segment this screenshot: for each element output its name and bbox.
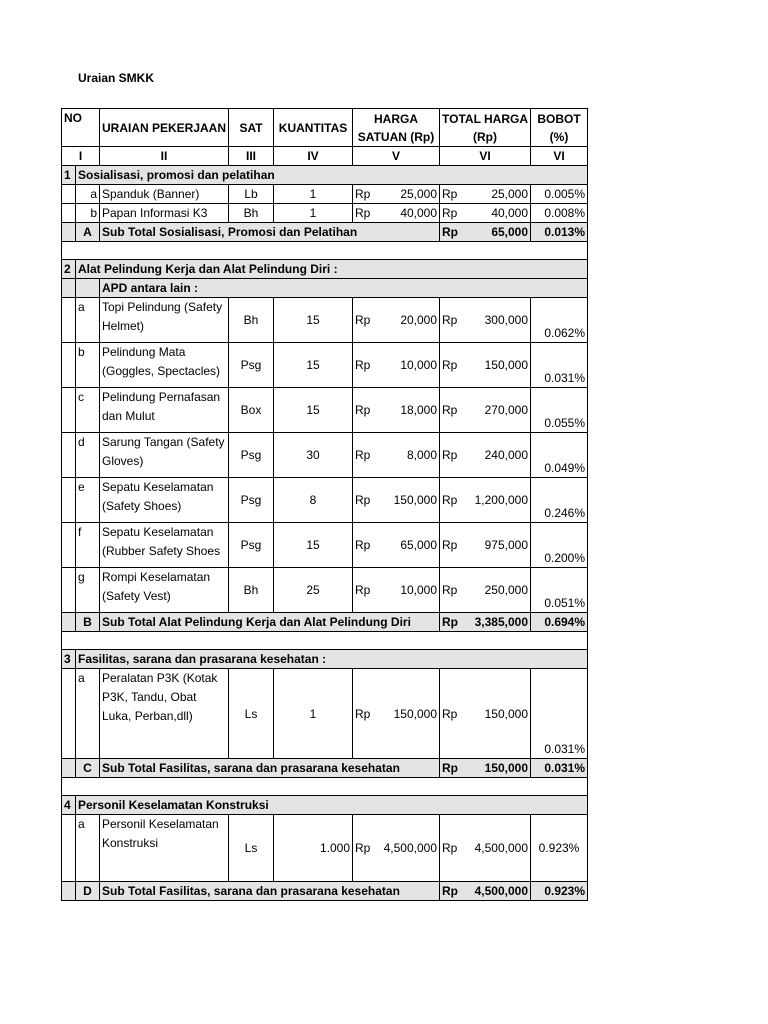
spacer-row	[62, 242, 588, 260]
item-unit-price: Rp 150,000	[353, 478, 440, 523]
item-letter: b	[76, 343, 100, 388]
table-row	[62, 185, 588, 204]
item-letter: b	[76, 204, 100, 223]
item-unit-price: Rp 10,000	[353, 343, 440, 388]
section-subtitle: APD antara lain :	[100, 279, 588, 298]
subtotal-total: Rp 4,500,000	[440, 882, 531, 901]
item-quantity: 15	[274, 388, 353, 433]
item-unit-price: Rp 20,000	[353, 298, 440, 343]
document-title: Uraian SMKK	[78, 71, 155, 85]
item-unit: Ls	[229, 815, 274, 882]
item-description: Pelindung Mata (Goggles, Spectacles)	[100, 343, 229, 388]
table-row	[62, 433, 588, 478]
section-title: Personil Keselamatan Konstruksi	[76, 796, 588, 815]
item-unit-price: Rp 8,000	[353, 433, 440, 478]
item-bobot: 0.049%	[531, 433, 588, 478]
item-unit-price: Rp 150,000	[353, 669, 440, 759]
item-quantity: 1	[274, 185, 353, 204]
section-subheader-row	[62, 279, 588, 298]
item-total-price: Rp 150,000	[440, 669, 531, 759]
header-sat: SAT	[229, 109, 274, 147]
item-unit-price: Rp 40,000	[353, 204, 440, 223]
table-row	[62, 343, 588, 388]
item-quantity: 1	[274, 204, 353, 223]
item-bobot: 0.062%	[531, 298, 588, 343]
item-unit-price: Rp 18,000	[353, 388, 440, 433]
item-bobot: 0.008%	[531, 204, 588, 223]
item-unit-price: Rp 65,000	[353, 523, 440, 568]
item-letter: a	[76, 815, 100, 882]
item-bobot: 0.031%	[531, 343, 588, 388]
item-unit: Ls	[229, 669, 274, 759]
item-description: Peralatan P3K (Kotak P3K, Tandu, Obat Luka, Perban,dll)	[100, 669, 229, 759]
item-letter: a	[76, 298, 100, 343]
section-number: 2	[62, 260, 76, 279]
item-description: Sarung Tangan (Safety Gloves)	[100, 433, 229, 478]
table-row	[62, 388, 588, 433]
subtotal-bobot: 0.923%	[531, 882, 588, 901]
roman-cell: VI	[440, 147, 531, 166]
section-number: 3	[62, 650, 76, 669]
subtotal-label: Sub Total Sosialisasi, Promosi dan Pelatihan	[100, 223, 440, 242]
item-unit-price: Rp 25,000	[353, 185, 440, 204]
subtotal-total: Rp 150,000	[440, 759, 531, 778]
item-bobot: 0.005%	[531, 185, 588, 204]
subtotal-bobot: 0.013%	[531, 223, 588, 242]
table-row	[62, 204, 588, 223]
table-row	[62, 523, 588, 568]
item-description: Spanduk (Banner)	[100, 185, 229, 204]
header-bobot: BOBOT (%)	[531, 109, 588, 147]
roman-cell: II	[100, 147, 229, 166]
header-row	[62, 109, 588, 147]
subtotal-total: Rp 3,385,000	[440, 613, 531, 632]
item-unit: Bh	[229, 298, 274, 343]
header-uraian: URAIAN PEKERJAAN	[100, 109, 229, 147]
section-title: Fasilitas, sarana dan prasarana kesehatan :	[76, 650, 588, 669]
roman-cell: I	[62, 147, 100, 166]
spacer-row	[62, 778, 588, 796]
roman-cell: IV	[274, 147, 353, 166]
subtotal-bobot: 0.031%	[531, 759, 588, 778]
item-description: Sepatu Keselamatan (Safety Shoes)	[100, 478, 229, 523]
item-unit: Lb	[229, 185, 274, 204]
section-header-row	[62, 260, 588, 279]
item-total-price: Rp 250,000	[440, 568, 531, 613]
item-unit-price: Rp 10,000	[353, 568, 440, 613]
subtotal-row	[62, 759, 588, 778]
subtotal-code: C	[76, 759, 100, 778]
item-quantity: 30	[274, 433, 353, 478]
header-no: NO	[62, 109, 100, 147]
item-total-price: Rp 975,000	[440, 523, 531, 568]
item-unit-price: Rp 4,500,000	[353, 815, 440, 882]
item-unit: Bh	[229, 204, 274, 223]
header-kuantitas: KUANTITAS	[274, 109, 353, 147]
item-letter: f	[76, 523, 100, 568]
subtotal-row	[62, 882, 588, 901]
subtotal-label: Sub Total Alat Pelindung Kerja dan Alat Pelindung Diri	[100, 613, 440, 632]
roman-row	[62, 147, 588, 166]
subtotal-code: D	[76, 882, 100, 901]
item-description: Pelindung Pernafasan dan Mulut	[100, 388, 229, 433]
item-description: Sepatu Keselamatan (Rubber Safety Shoes	[100, 523, 229, 568]
item-total-price: Rp 25,000	[440, 185, 531, 204]
subtotal-label: Sub Total Fasilitas, sarana dan prasarana kesehatan	[100, 759, 440, 778]
section-header-row	[62, 796, 588, 815]
item-total-price: Rp 1,200,000	[440, 478, 531, 523]
item-bobot: 0.055%	[531, 388, 588, 433]
item-unit: Psg	[229, 343, 274, 388]
item-letter: a	[76, 185, 100, 204]
subtotal-code: B	[76, 613, 100, 632]
item-total-price: Rp 300,000	[440, 298, 531, 343]
roman-cell: V	[353, 147, 440, 166]
item-bobot: 0.051%	[531, 568, 588, 613]
item-quantity: 1	[274, 669, 353, 759]
item-unit: Psg	[229, 433, 274, 478]
item-letter: g	[76, 568, 100, 613]
item-letter: a	[76, 669, 100, 759]
item-description: Rompi Keselamatan (Safety Vest)	[100, 568, 229, 613]
item-bobot: 0.923%	[531, 815, 588, 882]
item-quantity: 15	[274, 298, 353, 343]
header-total-harga: TOTAL HARGA (Rp)	[440, 109, 531, 147]
section-number: 4	[62, 796, 76, 815]
subtotal-label: Sub Total Fasilitas, sarana dan prasarana kesehatan	[100, 882, 440, 901]
section-header-row	[62, 650, 588, 669]
header-harga-satuan: HARGA SATUAN (Rp)	[353, 109, 440, 147]
table-row	[62, 298, 588, 343]
section-title: Sosialisasi, promosi dan pelatihan	[76, 166, 588, 185]
item-total-price: Rp 4,500,000	[440, 815, 531, 882]
item-bobot: 0.246%	[531, 478, 588, 523]
section-header-row	[62, 166, 588, 185]
item-letter: c	[76, 388, 100, 433]
item-letter: e	[76, 478, 100, 523]
section-number: 1	[62, 166, 76, 185]
item-unit: Bh	[229, 568, 274, 613]
item-description: Papan Informasi K3	[100, 204, 229, 223]
item-quantity: 1.000	[274, 815, 353, 882]
subtotal-code: A	[76, 223, 100, 242]
table-row	[62, 568, 588, 613]
spacer-row	[62, 632, 588, 650]
item-bobot: 0.031%	[531, 669, 588, 759]
item-unit: Psg	[229, 523, 274, 568]
item-quantity: 15	[274, 343, 353, 388]
item-total-price: Rp 40,000	[440, 204, 531, 223]
item-unit: Box	[229, 388, 274, 433]
roman-cell: VI	[531, 147, 588, 166]
smkk-table	[61, 108, 588, 901]
table-row	[62, 815, 588, 882]
item-quantity: 15	[274, 523, 353, 568]
item-unit: Psg	[229, 478, 274, 523]
section-title: Alat Pelindung Kerja dan Alat Pelindung Diri :	[76, 260, 588, 279]
item-quantity: 8	[274, 478, 353, 523]
item-total-price: Rp 240,000	[440, 433, 531, 478]
item-quantity: 25	[274, 568, 353, 613]
subtotal-row	[62, 223, 588, 242]
item-letter: d	[76, 433, 100, 478]
item-total-price: Rp 270,000	[440, 388, 531, 433]
subtotal-row	[62, 613, 588, 632]
item-total-price: Rp 150,000	[440, 343, 531, 388]
item-description: Topi Pelindung (Safety Helmet)	[100, 298, 229, 343]
item-description: Personil Keselamatan Konstruksi	[100, 815, 229, 882]
roman-cell: III	[229, 147, 274, 166]
table-row	[62, 478, 588, 523]
item-bobot: 0.200%	[531, 523, 588, 568]
subtotal-total: Rp 65,000	[440, 223, 531, 242]
subtotal-bobot: 0.694%	[531, 613, 588, 632]
table-row	[62, 669, 588, 759]
